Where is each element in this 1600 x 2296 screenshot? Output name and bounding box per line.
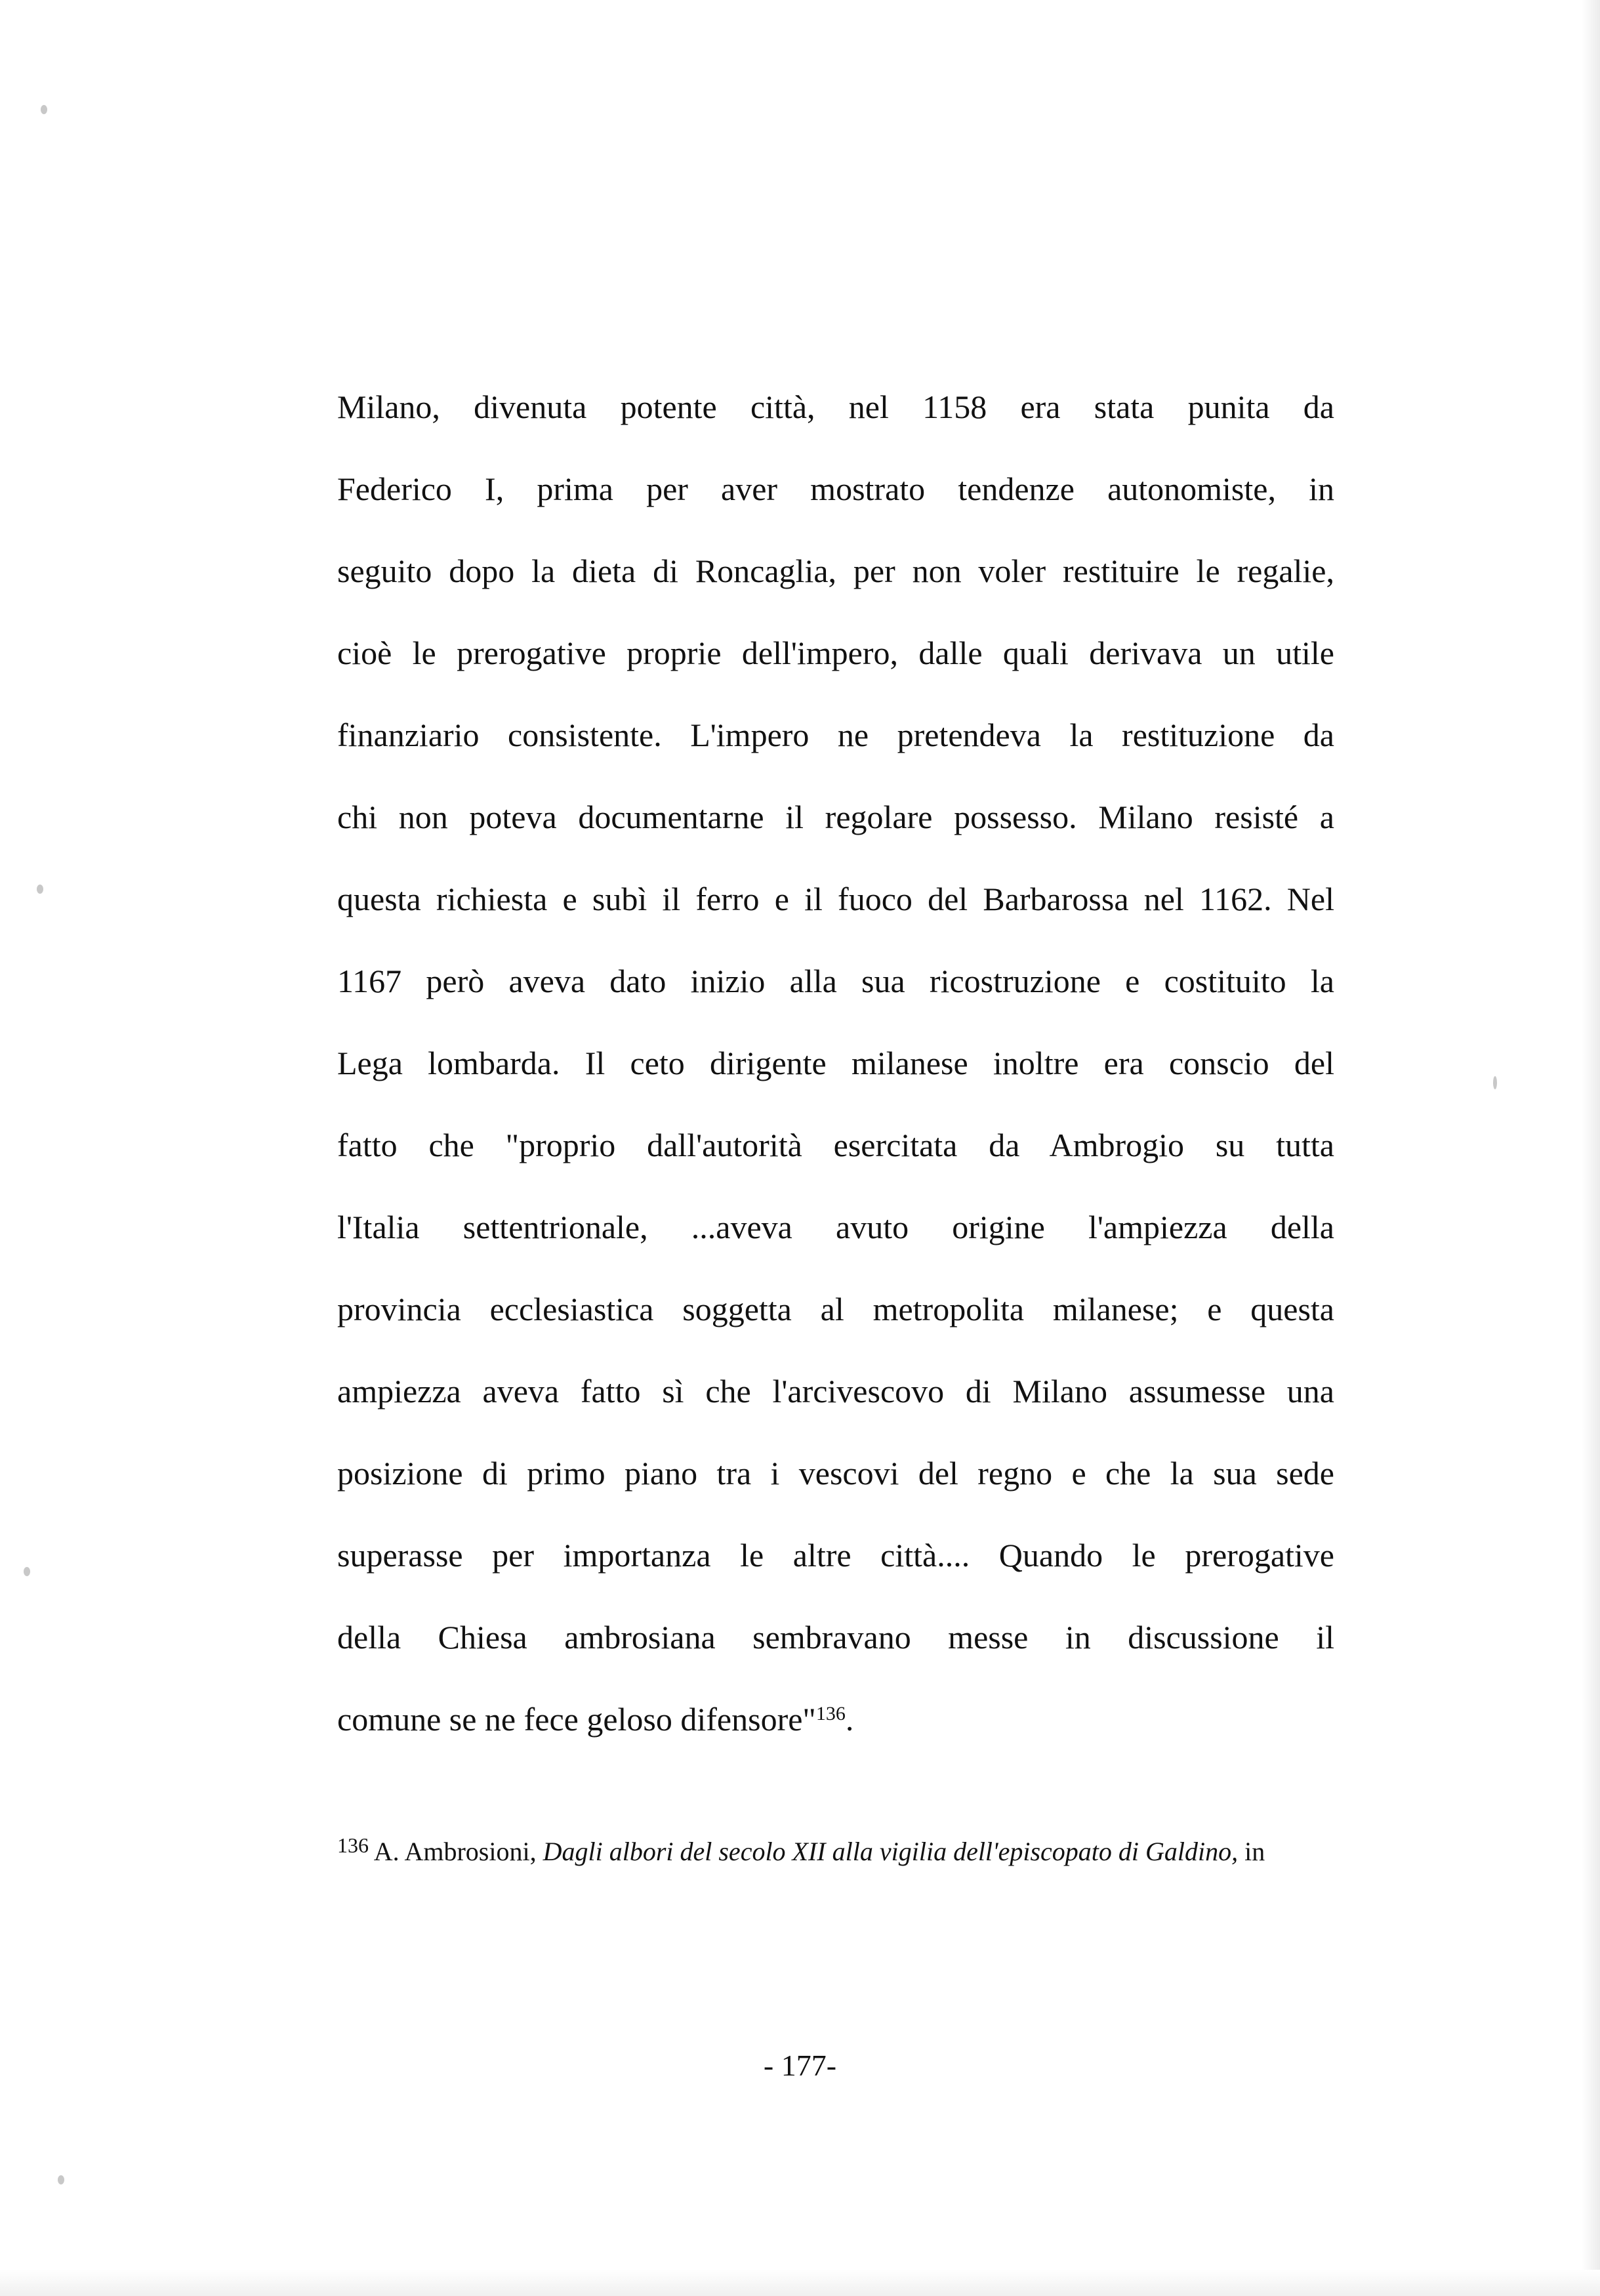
footnote-reference[interactable]: 136 bbox=[815, 1703, 846, 1724]
body-line-last bbox=[337, 1686, 1334, 1768]
body-line: chi non poteva documentarne il regolare possesso. Milano resisté a bbox=[337, 799, 1334, 835]
page-edge-shadow bbox=[1582, 0, 1600, 2296]
scan-speck bbox=[24, 1567, 30, 1576]
body-line: cioè le prerogative proprie dell'impero, dalle quali derivava un utile bbox=[337, 635, 1334, 671]
scan-speck bbox=[37, 885, 43, 894]
body-line-text: comune se ne fece geloso difensore" bbox=[337, 1701, 816, 1738]
body-line: ampiezza aveva fatto sì che l'arcivescovo di Milano assumesse una bbox=[337, 1373, 1334, 1409]
footnote-title: Dagli albori del secolo XII alla vigilia dell'episcopato di Galdino, bbox=[543, 1837, 1239, 1866]
closing-punctuation: . bbox=[845, 1701, 854, 1738]
body-line: superasse per importanza le altre città.... Quando le prerogative bbox=[337, 1537, 1334, 1574]
body-line: della Chiesa ambrosiana sembravano messe in discussione il bbox=[337, 1619, 1334, 1656]
page-number: - 177- bbox=[763, 2049, 837, 2082]
scan-speck bbox=[41, 105, 47, 114]
footnote bbox=[337, 1831, 1334, 1873]
scan-speck bbox=[58, 2175, 64, 2184]
scan-speck bbox=[1493, 1076, 1497, 1089]
body-line: posizione di primo piano tra i vescovi del regno e che la sua sede bbox=[337, 1455, 1334, 1492]
body-line: seguito dopo la dieta di Roncaglia, per non voler restituire le regalie, bbox=[337, 553, 1334, 589]
body-line: finanziario consistente. L'impero ne pretendeva la restituzione da bbox=[337, 717, 1334, 753]
body-line: Lega lombarda. Il ceto dirigente milanese inoltre era conscio del bbox=[337, 1045, 1334, 1081]
body-line: provincia ecclesiastica soggetta al metropolita milanese; e questa bbox=[337, 1291, 1334, 1327]
body-line: Federico I, prima per aver mostrato tendenze autonomiste, in bbox=[337, 470, 1334, 507]
body-line: questa richiesta e subì il ferro e il fuoco del Barbarossa nel 1162. Nel bbox=[337, 881, 1334, 917]
body-line: 1167 però aveva dato inizio alla sua ricostruzione e costituito la bbox=[337, 963, 1334, 999]
body-line: fatto che "proprio dall'autorità esercitata da Ambrogio su tutta bbox=[337, 1127, 1334, 1163]
footnote-tail: in bbox=[1244, 1837, 1265, 1866]
page-bottom-shadow bbox=[0, 2270, 1600, 2296]
body-paragraph bbox=[337, 374, 1334, 1768]
body-line: Milano, divenuta potente città, nel 1158 era stata punita da bbox=[337, 388, 1334, 425]
footnote-number: 136 bbox=[337, 1833, 369, 1857]
footnote-author: A. Ambrosioni, bbox=[373, 1837, 537, 1866]
body-line: l'Italia settentrionale, ...aveva avuto origine l'ampiezza della bbox=[337, 1209, 1334, 1245]
